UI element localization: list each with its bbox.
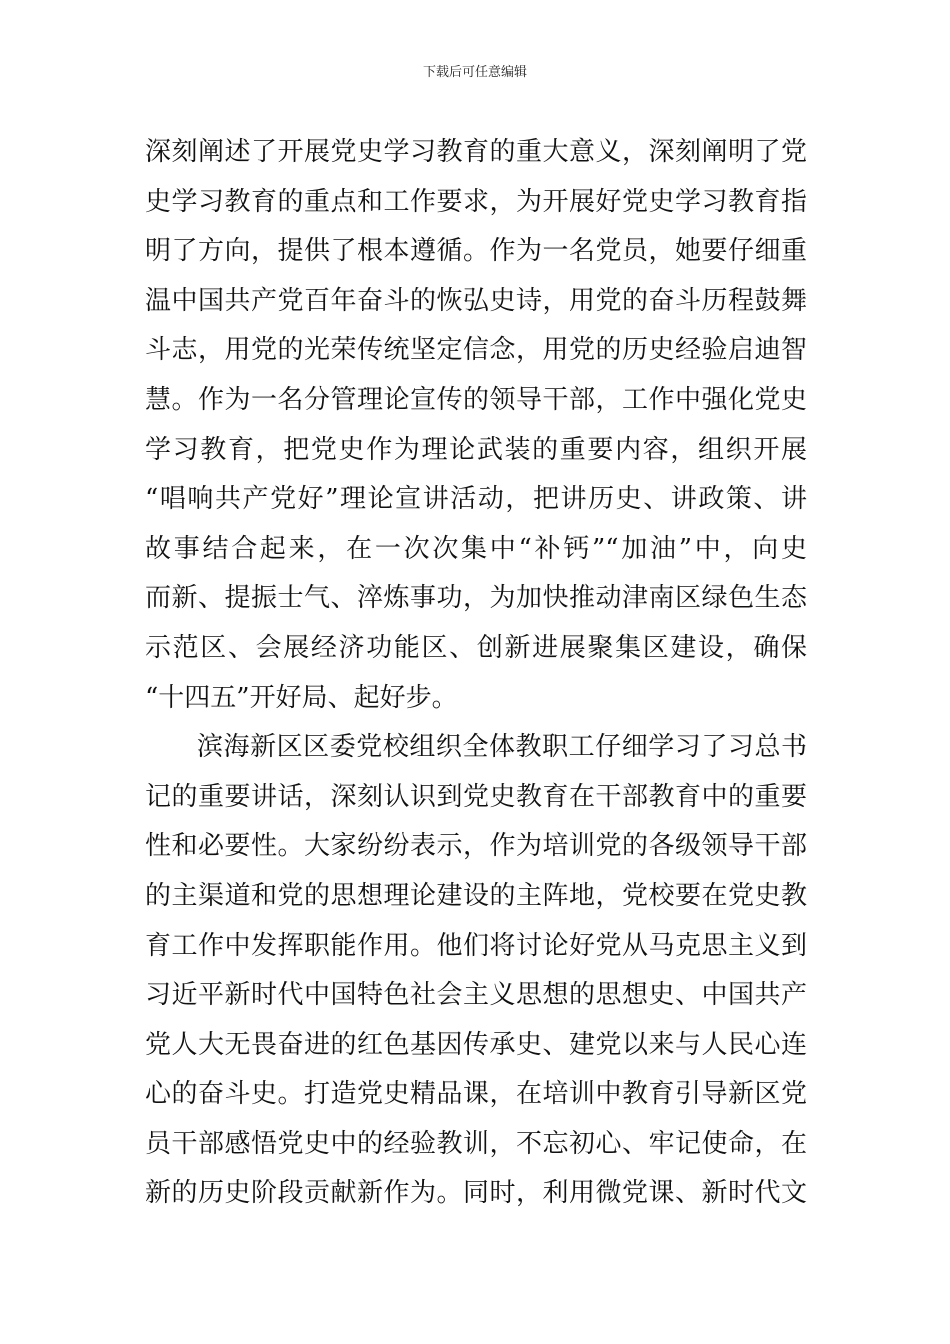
text-line: 滨海新区区委党校组织全体教职工仔细学习了习总书	[197, 732, 807, 763]
text-line: 新的历史阶段贡献新作为。同时，利用微党课、新时代文	[145, 1178, 807, 1209]
text-line: 深刻阐述了开展党史学习教育的重大意义，深刻阐明了党	[145, 137, 807, 167]
text-line: 斗志，用党的光荣传统坚定信念，用党的历史经验启迪智	[145, 335, 807, 366]
text-line: 明了方向，提供了根本遵循。作为一名党员，她要仔细重	[145, 236, 807, 267]
text-line: 性和必要性。大家纷纷表示，作为培训党的各级领导干部	[145, 831, 807, 862]
paragraph-2	[145, 723, 807, 1219]
text-line: 的主渠道和党的思想理论建设的主阵地，党校要在党史教	[145, 880, 807, 911]
text-line: 史学习教育的重点和工作要求，为开展好党史学习教育指	[145, 186, 807, 217]
text-line: 示范区、会展经济功能区、创新进展聚集区建设，确保	[145, 632, 807, 663]
text-line: 而新、提振士气、淬炼事功，为加快推动津南区绿色生态	[145, 583, 807, 614]
page-header: 下载后可任意编辑	[422, 65, 527, 80]
text-line: 心的奋斗史。打造党史精品课，在培训中教育引导新区党	[145, 1079, 807, 1110]
text-line: 温中国共产党百年奋斗的恢弘史诗，用党的奋斗历程鼓舞	[145, 285, 807, 316]
paragraph-1	[145, 128, 807, 723]
text-line: 慧。作为一名分管理论宣传的领导干部，工作中强化党史	[145, 384, 807, 415]
document-body	[145, 128, 807, 1219]
text-line: 习近平新时代中国特色社会主义思想的思想史、中国共产	[145, 980, 807, 1011]
text-line: 员干部感悟党史中的经验教训，不忘初心、牢记使命，在	[145, 1128, 807, 1159]
text-line: “唱响共产党好”理论宣讲活动，把讲历史、讲政策、讲	[145, 484, 807, 515]
text-line: “十四五”开好局、起好步。	[145, 682, 458, 713]
text-line: 党人大无畏奋进的红色基因传承史、建党以来与人民心连	[145, 1029, 807, 1060]
text-line: 故事结合起来，在一次次集中“补钙”“加油”中，向史	[145, 533, 807, 564]
text-line: 学习教育，把党史作为理论武装的重要内容，组织开展	[145, 434, 807, 465]
text-line: 育工作中发挥职能作用。他们将讨论好党从马克思主义到	[145, 930, 807, 961]
text-line: 记的重要讲话，深刻认识到党史教育在干部教育中的重要	[145, 781, 807, 812]
